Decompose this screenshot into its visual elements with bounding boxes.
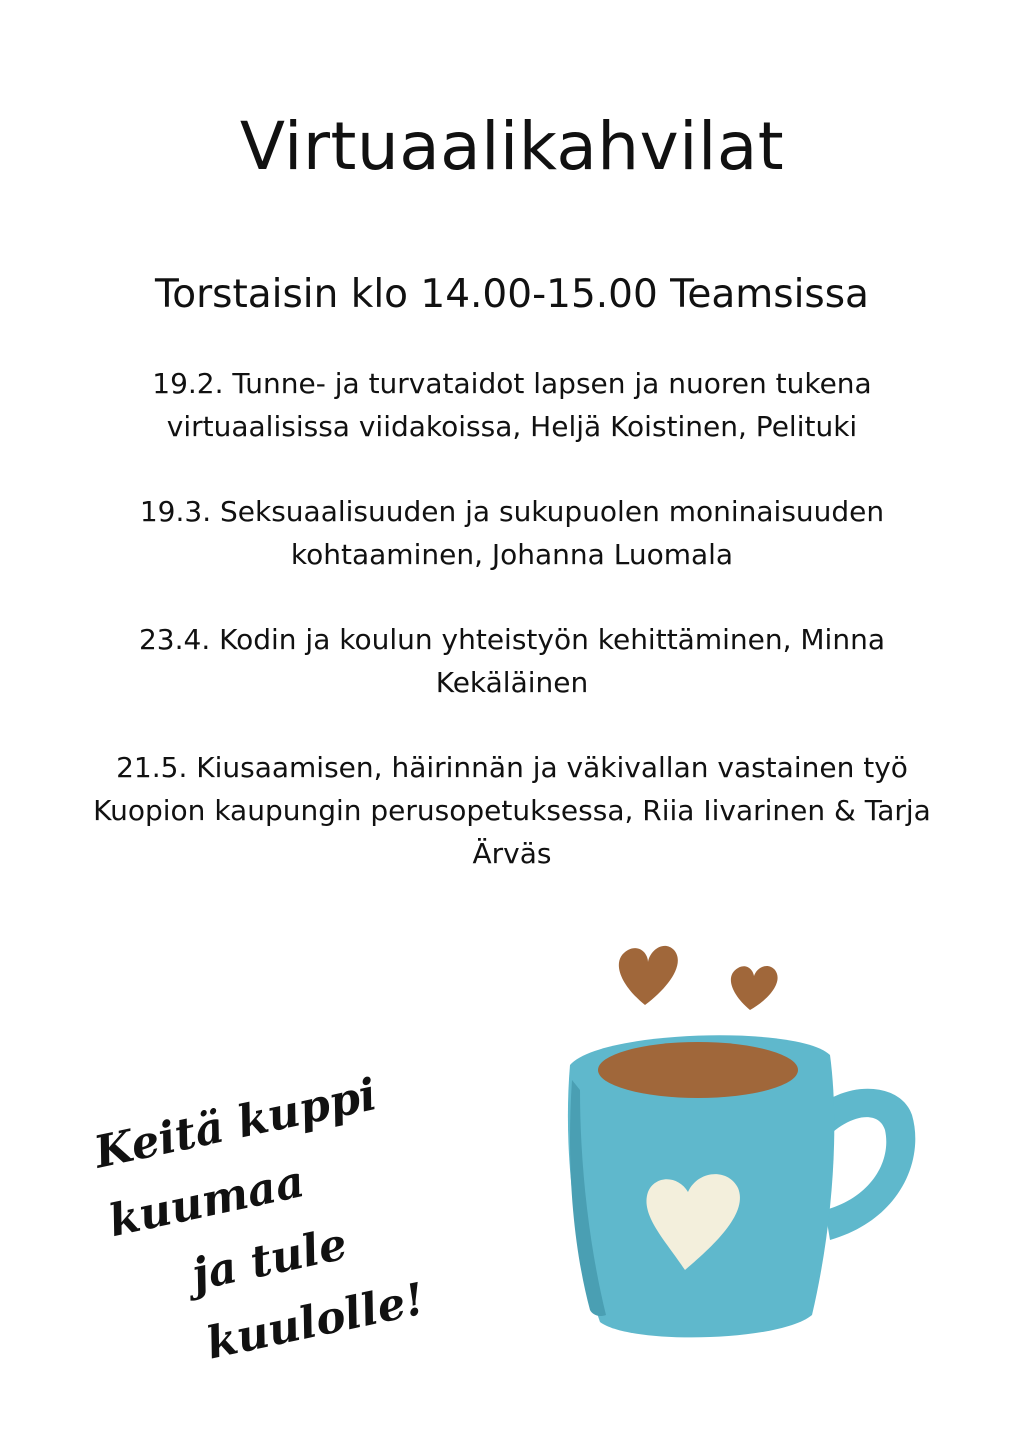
page-title: Virtuaalikahvilat [239, 108, 785, 185]
heart-left-icon [619, 946, 678, 1005]
handwritten-slogan [88, 1033, 557, 1394]
event-item: 19.3. Seksuaalisuuden ja sukupuolen moninaisuuden kohtaaminen, Johanna Luomala [139, 495, 885, 571]
event-item: 23.4. Kodin ja koulun yhteistyön kehittäminen, Minna Kekäläinen [138, 623, 885, 699]
event-item: 21.5. Kiusaamisen, häirinnän ja väkivallan vastainen työ Kuopion kaupungin perusopetuksessa, Riia Iivarinen & Tarja Ärväs [93, 751, 931, 870]
slogan-line-2: ja tule kuulolle! [187, 1218, 430, 1370]
coffee-surface [598, 1042, 798, 1098]
slogan-line-1: Keitä kuppi kuumaa [89, 1069, 382, 1248]
heart-right-icon [731, 966, 778, 1010]
schedule-subtitle: Torstaisin klo 14.00-15.00 Teamsissa [155, 272, 869, 317]
coffee-cup-with-hearts-icon [540, 930, 940, 1350]
event-item: 19.2. Tunne- ja turvataidot lapsen ja nuoren tukena virtuaalisissa viidakoissa, Heljä Koistinen, Pelituki [152, 367, 872, 443]
event-list [92, 362, 932, 917]
